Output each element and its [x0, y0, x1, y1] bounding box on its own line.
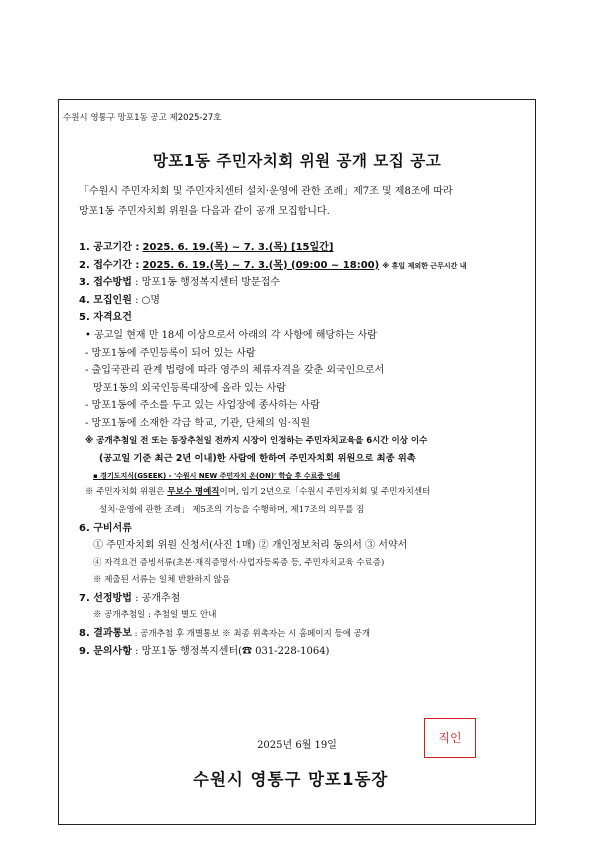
official-seal: 직인	[424, 718, 476, 758]
gseek-note: ▪ 경기도지식(GSEEK) - '수원시 NEW 주민자치 온(ON)' 학습 후 수료증 인쇄	[93, 471, 341, 480]
document-return-note: ※ 제출된 서류는 일체 반환하지 않음	[93, 575, 230, 586]
item-recruit-count: 4. 모집인원 : ○명	[79, 294, 161, 306]
notice-title: 망포1동 주민자치회 위원 공개 모집 공고	[152, 152, 442, 170]
education-requirement: ※ 공개추첨일 전 또는 동장추천일 전까지 시장이 인정하는 주민자치교육을 6시간 이상 이수	[85, 435, 428, 446]
item-application-period: 2. 접수기간 : 2025. 6. 19.(목) ~ 7. 3.(목) (09:00 ~ 18:00) ※ 휴일 제외한 근무시간 내	[79, 259, 467, 271]
qualification-line: 망포1동의 외국인등록대장에 올라 있는 사람	[93, 382, 286, 394]
document-line: ① 주민자치회 위원 신청서(사진 1매) ② 개인정보처리 동의서 ③ 서약서	[93, 540, 408, 552]
notice-frame	[58, 99, 536, 825]
document-line: ④ 자격요건 증빙서류(초본·재직증명서·사업자등록증 등, 주민자치교육 수료증)	[93, 557, 385, 568]
item-selection-method: 7. 선정방법 : 공개추첨	[79, 592, 181, 604]
item-qualifications: 5. 자격요건	[79, 312, 132, 324]
intro-line-1: 「수원시 주민자치회 및 주민자치센터 설치·운영에 관한 조례」제7조 및 제8조에 따라	[79, 186, 453, 197]
item-application-method: 3. 접수방법 : 망포1동 행정복지센터 방문접수	[79, 277, 280, 289]
draw-date-note: ※ 공개추첨일 : 추첨일 별도 안내	[93, 610, 217, 621]
qualification-line: - 망포1동에 소재한 각급 학교, 기관, 단체의 임·직원	[85, 417, 311, 429]
honorary-note-cont: 설치·운영에 관한 조례」 제5조의 기능을 수행하며, 제17조의 의무를 짐	[99, 504, 365, 515]
item-inquiry: 9. 문의사항 : 망포1동 행정복지센터(☎ 031-228-1064)	[79, 645, 330, 657]
signature-title: 수원시 영통구 망포1동장	[193, 770, 389, 789]
notice-body	[79, 239, 529, 660]
education-requirement-cont: (공고일 기준 최근 2년 이내)한 사람에 한하여 주민자치회 위원으로 최종 위촉	[99, 453, 416, 465]
qualification-line: • 공고일 현재 만 18세 이상으로서 아래의 각 사항에 해당하는 사람	[85, 329, 377, 341]
qualification-line: - 망포1동에 주민등록이 되어 있는 사람	[85, 347, 256, 359]
item-result-notice: 8. 결과통보 : 공개추첨 후 개별통보 ※ 최종 위촉자는 시 홈페이지 등에 공개	[79, 628, 371, 640]
item-documents: 6. 구비서류	[79, 522, 132, 534]
notice-number: 수원시 영통구 망포1동 공고 제2025-27호	[63, 113, 222, 123]
intro-line-2: 망포1동 주민자치회 위원을 다음과 같이 공개 모집합니다.	[79, 206, 330, 217]
qualification-line: - 망포1동에 주소를 두고 있는 사업장에 종사하는 사람	[85, 400, 320, 412]
qualification-line: - 출입국관리 관계 법령에 따라 영주의 체류자격을 갖춘 외국인으로서	[85, 365, 385, 377]
intro-paragraph	[79, 182, 519, 222]
notice-date: 2025년 6월 19일	[257, 740, 337, 751]
honorary-note: ※ 주민자치회 위원은 무보수 명예직이며, 임기 2년으로「수원시 주민자치회 및 주민자치센터	[85, 487, 431, 498]
item-announcement-period: 1. 공고기간 : 2025. 6. 19.(목) ~ 7. 3.(목) [15일간]	[79, 242, 334, 253]
